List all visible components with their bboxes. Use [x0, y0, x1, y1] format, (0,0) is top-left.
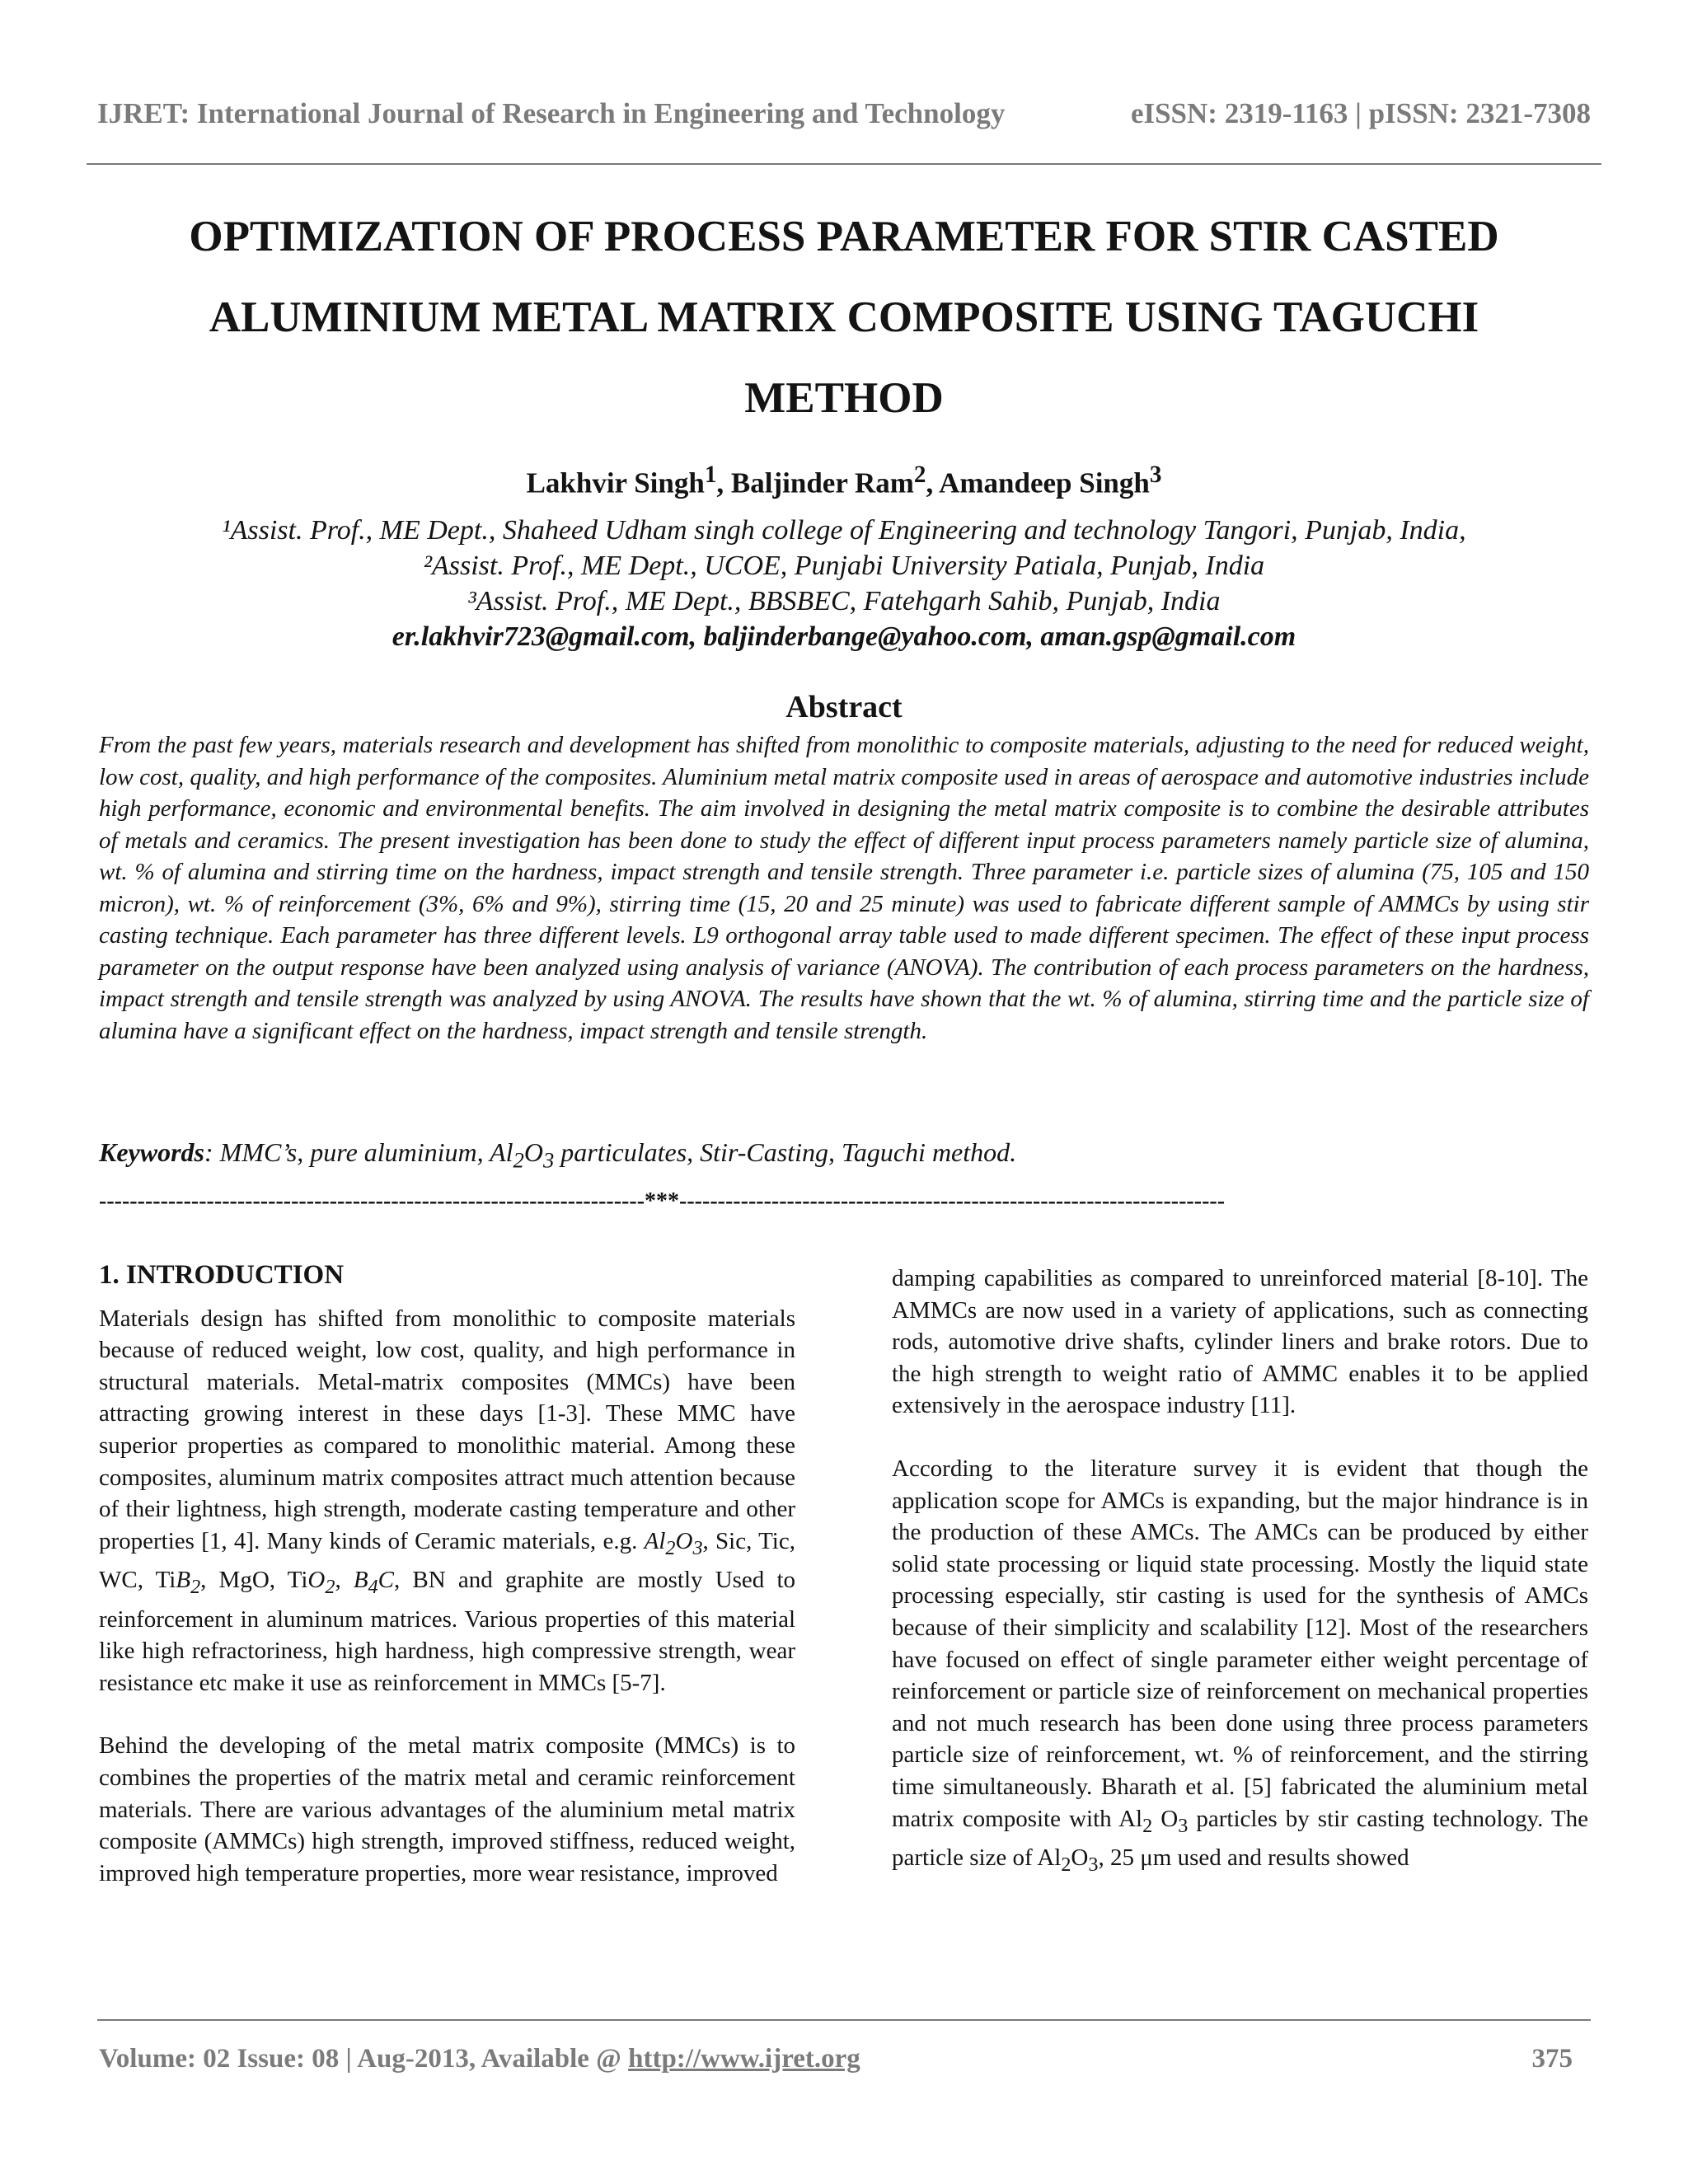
running-header [97, 97, 1591, 130]
abstract-text: From the past few years, materials research and development has shifted from monolithic to composite materials, adjusting to the need for reduced weight, low cost, quality, and high performance of the composites. Aluminium metal matrix composite used in areas of aerospace and automotive industries include high performance, economic and environmental benefits. The aim involved in designing the metal matrix composite is to combine the desirable attributes of metals and ceramics. The present investigation has been done to study the effect of different input process parameters namely particle size of alumina, wt. % of alumina and stirring time on the hardness, impact strength and tensile strength. Three parameter i.e. particle sizes of alumina (75, 105 and 150 micron), wt. % of reinforcement (3%, 6% and 9%), stirring time (15, 20 and 25 minute) was used to fabricate different sample of AMMCs by using stir casting technique. Each parameter has three different levels. L9 orthogonal array table used to made different specimen. The effect of these input process parameter on the output response have been analyzed using analysis of variance (ANOVA). The contribution of each process parameters on the hardness, impact strength and tensile strength was analyzed by using ANOVA. The results have shown that the wt. % of alumina, stirring time and the particle size of alumina have a significant effect on the hardness, impact strength and tensile strength. [99, 732, 1589, 1044]
author-superscript: 2 [913, 462, 926, 488]
footer-info: Volume: 02 Issue: 08 | Aug-2013, Available @ http://www.ijret.org [99, 2044, 860, 2074]
keywords-line [99, 1137, 1589, 1173]
section-heading: 1. INTRODUCTION [99, 1260, 345, 1290]
formula-al2o3: $Al_2O_3$ [490, 1137, 555, 1173]
abstract-heading: Abstract [785, 690, 903, 724]
affiliation-line: ¹Assist. Prof., ME Dept., Shaheed Udham singh college of Engineering and technology Tangori, Punjab, India, [222, 515, 1466, 546]
formula-o2: $O_2$ [307, 1567, 335, 1598]
keywords-text: : MMC’s, pure aluminium, [204, 1137, 490, 1167]
author-name: Lakhvir Singh [526, 466, 705, 499]
author-superscript: 1 [704, 462, 717, 488]
paragraph: According to the literature survey it is evident that though the application scope for AMCs is expanding, but the major hindrance is in the production of these AMCs. The AMCs can be produced by either solid state processing or liquid state processing. Mostly the liquid state processing especially, stir casting is used for the synthesis of AMCs because of their simplicity and scalability [12]. Most of the researchers have focused on effect of single parameter either weight percentage of reinforcement or particle size of reinforcement on mechanical properties and not much research has been done using three process parameters particle size of reinforcement, wt. % of reinforcement, and the stirring time simultaneously. Bharath et al. [5] fabricated the aluminium metal matrix composite with $Al_2$ $O_3$ particles by stir casting technology. The particle size of $Al_2O_3$, 25 μm used and results showed [892, 1455, 1589, 1876]
affiliation-line: ²Assist. Prof., ME Dept., UCOE, Punjabi University Patiala, Punjab, India [423, 551, 1265, 581]
affiliations [99, 513, 1589, 654]
journal-name: IJRET: International Journal of Research in Engineering and Technology [97, 97, 1006, 129]
formula-al2o3: $Al_2O_3$ [1037, 1844, 1099, 1876]
paragraph: Materials design has shifted from monolithic to composite materials because of reduced weight, low cost, quality, and high performance in structural materials. Metal-matrix composites (MMCs) have been attracting growing interest in these days [1-3]. These MMC have superior properties as compared to monolithic material. Among these composites, aluminum matrix composites attract much attention because of their lightness, high strength, moderate casting temperature and other properties [1, 4]. Many kinds of Ceramic materials, e.g. $Al_2O_3$, Sic, Tic, WC, TiB$_2$, MgO, TiO$_2$, $B_4C$, BN and graphite are mostly Used to reinforcement in aluminum matrices. Various properties of this material like high refractoriness, high hardness, high compressive strength, wear resistance etc make it use as reinforcement in MMCs [5-7]. [99, 1305, 796, 1696]
author-emails: er.lakhvir723@gmail.com, baljinderbange@yahoo.com, aman.gsp@gmail.com [392, 621, 1296, 652]
issn-info: eISSN: 2319-1163 | pISSN: 2321-7308 [1130, 97, 1591, 129]
page-number: 375 [1531, 2044, 1573, 2074]
paper-title: OPTIMIZATION OF PROCESS PARAMETER FOR STIR CASTED ALUMINIUM METAL MATRIX COMPOSITE USING TAGUCHI METHOD [189, 213, 1499, 422]
journal-link[interactable]: http://www.ijret.org [628, 2044, 860, 2074]
formula-al2o3: $Al_2$ $O_3$ [1118, 1805, 1189, 1837]
author-name: Baljinder Ram [730, 466, 914, 499]
author-superscript: 3 [1149, 462, 1162, 488]
author-list: Lakhvir Singh$^1$, Baljinder Ram$^2$, Amandeep Singh$^3$ [526, 462, 1162, 499]
author-name: Amandeep Singh [939, 466, 1150, 499]
left-column [99, 1259, 795, 1920]
keywords-label: Keywords [99, 1137, 204, 1167]
section-separator: -----------------------------------------------------------------------***----------------------------------------------------------------------- [99, 1188, 1226, 1214]
affiliation-line: ³Assist. Prof., ME Dept., BBSBEC, Fatehgarh Sahib, Punjab, India [467, 586, 1221, 616]
right-column [892, 1263, 1588, 1912]
formula-b4c: $B_4C$ [353, 1567, 394, 1598]
paragraph: damping capabilities as compared to unreinforced material [8-10]. The AMMCs are now used in a variety of applications, such as connecting rods, automotive drive shafts, cylinder liners and brake rotors. Due to the high strength to weight ratio of AMMC enables it to be applied extensively in the aerospace industry [11]. [892, 1265, 1588, 1419]
running-footer [99, 2044, 1573, 2074]
formula-al2o3: $Al_2O_3$ [644, 1527, 703, 1559]
keywords-text: particulates, Stir-Casting, Taguchi method. [554, 1137, 1017, 1167]
header-divider [87, 163, 1601, 165]
paragraph: Behind the developing of the metal matrix composite (MMCs) is to combines the properties of the matrix metal and ceramic reinforcement materials. There are various advantages of the aluminium metal matrix composite (AMMCs) high strength, improved stiffness, reduced weight, improved high temperature properties, more wear resistance, improved [99, 1732, 795, 1886]
formula-b2: $B_2$ [176, 1567, 201, 1598]
footer-divider [97, 2019, 1591, 2021]
micro-symbol: μ [1140, 1844, 1153, 1871]
